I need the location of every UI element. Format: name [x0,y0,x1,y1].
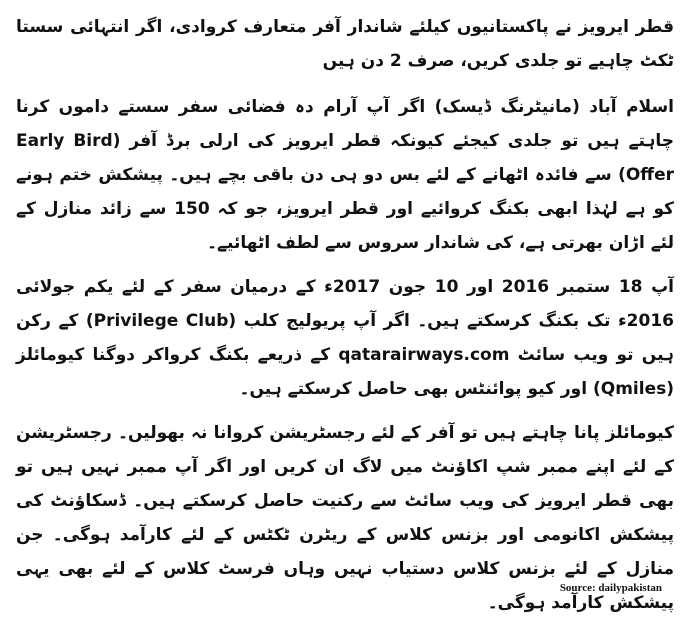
article-paragraph: اسلام آباد (مانیٹرنگ ڈیسک) اگر آپ آرام دہ فضائی سفر سستے داموں کرنا چاہتے ہیں تو جلدی کیجئے کیونکہ قطر ایرویز کی ارلی برڈ آفر (Early Bird Offer) سے فائدہ اٹھانے کے لئے بس دو ہی دن باقی بچے ہیں۔ پیشکش ختم ہونے کو ہے لہٰذا ابھی بکنگ کروائیے اور قطر ایرویز، جو کہ 150 سے زائد منازل کے لئے اڑان بھرتی ہے، کی شاندار سروس سے لطف اٹھائیے۔ [16,97,675,253]
article-paragraph: کیومائلز پانا چاہتے ہیں تو آفر کے لئے رجسٹریشن کروانا نہ بھولیں۔ رجسٹریشن کے لئے اپنے ممبر شپ اکاؤنٹ میں لاگ ان کریں اور اگر آپ ممبر نہیں ہیں تو بھی قطر ایرویز کی ویب سائٹ سے رکنیت حاصل کرسکتے ہیں۔ ڈسکاؤنٹ کی پیشکش اکانومی اور بزنس کلاس کے ریٹرن ٹکٹس کے لئے کارآمد ہوگی۔ جن منازل کے لئے بزنس کلاس دستیاب نہیں وہاں فرسٹ کلاس کے لئے بھی یہی پیشکش کارآمد ہوگی۔ [16,423,674,613]
article-paragraph: آپ 18 ستمبر 2016 اور 10 جون 2017ء کے درمیان سفر کے لئے یکم جولائی 2016ء تک بکنگ کرسکتے ہیں۔ اگر آپ پریولیج کلب (Privilege Club) کے رکن ہیں تو ویب سائٹ qatarairways.com کے ذریعے بکنگ کرواکر دوگنا کیومائلز (Qmiles) اور کیو پوائنٹس بھی حاصل کرسکتے ہیں۔ [16,277,675,399]
article-headline: قطر ایرویز نے پاکستانیوں کیلئے شاندار آفر متعارف کروادی، اگر انتہائی سستا ٹکٹ چاہیے تو جلدی کریں، صرف 2 دن ہیں [16,17,674,71]
article-body [16,10,674,630]
source-credit: Source: dailypakistan [559,582,662,594]
